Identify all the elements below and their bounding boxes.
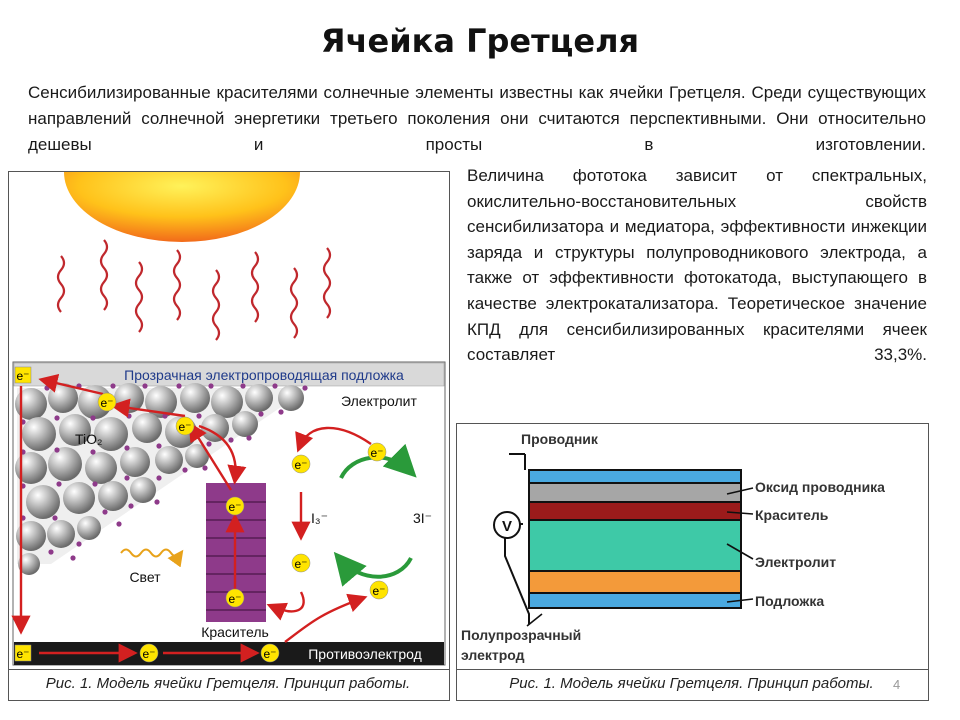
svg-text:e⁻: e⁻ (228, 592, 242, 606)
electron-badge (226, 497, 244, 515)
light-wave (58, 256, 64, 312)
svg-text:e⁻: e⁻ (370, 446, 384, 460)
electron-badge (15, 367, 31, 383)
light-wave (174, 250, 180, 320)
layer-dye (529, 502, 741, 520)
dye-label: Краситель (201, 624, 269, 640)
electron-badge (292, 455, 310, 473)
svg-text:e⁻: e⁻ (372, 584, 386, 598)
oxide-label: Оксид проводника (755, 479, 885, 495)
light-wave (136, 262, 142, 332)
sun-icon (64, 172, 300, 242)
substrate-label: Прозрачная электропроводящая подложка (124, 367, 404, 383)
electron-badge (292, 554, 310, 572)
layer-electrolyte (529, 520, 741, 571)
page-number: 4 (893, 677, 901, 692)
layer-conductor (529, 470, 741, 483)
electrode-label-line1: Полупрозрачный (461, 627, 582, 643)
layer-substrate (529, 593, 741, 608)
gratzel-cell-layers-diagram (457, 424, 928, 669)
svg-text:e⁻: e⁻ (142, 647, 156, 661)
electron-badge (140, 644, 158, 662)
iodide-label: 3I⁻ (413, 510, 433, 526)
svg-text:e⁻: e⁻ (16, 647, 30, 661)
svg-text:e⁻: e⁻ (294, 557, 308, 571)
layer-stack (529, 470, 741, 608)
voltmeter-label: V (501, 518, 513, 535)
counter-electrode-label: Противоэлектрод (308, 646, 422, 662)
light-waves (58, 240, 330, 340)
light-wave (213, 270, 219, 340)
light-wave (101, 240, 107, 310)
layer-orange (529, 571, 741, 593)
figure-2-frame (456, 423, 929, 670)
page-title: Ячейка Гретцеля (320, 22, 640, 60)
electron-badge (176, 417, 194, 435)
svg-text:e⁻: e⁻ (228, 500, 242, 514)
intro-paragraph: Сенсибилизированные красителями солнечные элементы известны как ячейки Гретцеля. Среди существующих направлений солнечной энергетики третьего поколения они считаются перспективными. Они относительно дешевы и просты в изготовлении. (28, 83, 926, 154)
substrate-layer-label: Подложка (755, 593, 825, 609)
light-wave (291, 268, 297, 338)
triiodide-label: I₃⁻ (311, 510, 328, 526)
svg-text:e⁻: e⁻ (100, 396, 114, 410)
electrolyte-layer-label: Электролит (755, 554, 837, 570)
svg-text:e⁻: e⁻ (178, 420, 192, 434)
tio2-label: TiO₂ (75, 431, 103, 447)
description-paragraph: Величина фототока зависит от спектральных, окислительно-восстановительных свойств сенсибилизатора и медиатора, эффективности инжекции заряда и структуры полупроводникового электрода, а также от эффективности фотокатода, выступающего в качестве электрокатализатора. Теоретическое значение КПД для сенсибилизированных красителями ячеек составляет 33,3%. (467, 166, 927, 365)
electron-badge (98, 393, 116, 411)
electrode-label-line2: электрод (461, 647, 525, 663)
electron-badge (261, 644, 279, 662)
figure-2-caption: Рис. 1. Модель ячейки Гретцеля. Принцип работы. (509, 675, 874, 692)
light-label: Свет (129, 569, 161, 585)
svg-text:e⁻: e⁻ (294, 458, 308, 472)
gratzel-cell-principle-diagram (9, 172, 449, 669)
electron-badge (15, 645, 31, 661)
svg-text:e⁻: e⁻ (263, 647, 277, 661)
electron-badge (370, 581, 388, 599)
light-wave (252, 252, 258, 322)
conductor-label: Проводник (521, 431, 598, 447)
figure-1-frame (8, 171, 450, 670)
electron-badge (226, 589, 244, 607)
layer-conductor-oxide (529, 483, 741, 502)
dye-layer-label: Краситель (755, 507, 829, 523)
electron-badge (368, 443, 386, 461)
electrolyte-label: Электролит (341, 393, 417, 409)
svg-text:e⁻: e⁻ (16, 369, 30, 383)
light-wave (324, 248, 330, 318)
figure-1-caption: Рис. 1. Модель ячейки Гретцеля. Принцип работы. (45, 675, 411, 692)
